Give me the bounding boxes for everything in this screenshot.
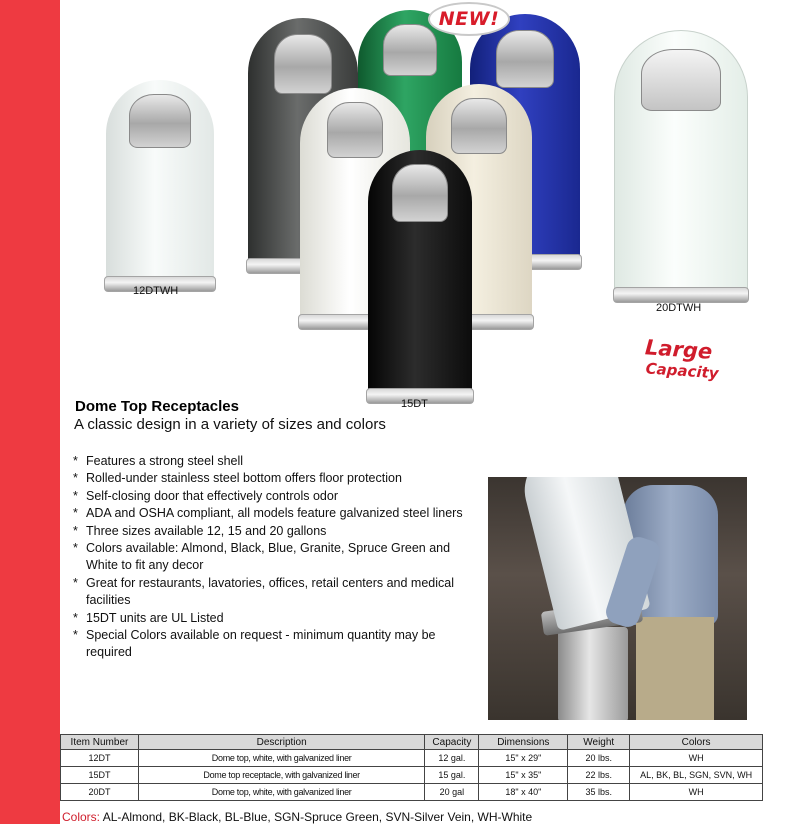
col-header-dimensions: Dimensions bbox=[479, 735, 568, 750]
list-item: * Colors available: Almond, Black, Blue, Granite, Spruce Green and White to fit any decor bbox=[73, 541, 451, 573]
colors-legend-text: AL-Almond, BK-Black, BL-Blue, SGN-Spruce Green, SVN-Silver Vein, WH-White bbox=[100, 810, 533, 824]
list-item: * 15DT units are UL Listed bbox=[73, 610, 224, 625]
col-header-description: Description bbox=[138, 735, 424, 750]
table-row: 12DT Dome top, white, with galvanized liner 12 gal. 15" x 29" 20 lbs. WH bbox=[61, 750, 763, 767]
spec-table bbox=[60, 734, 763, 801]
new-badge bbox=[428, 2, 510, 36]
label-15dt: 15DT bbox=[401, 398, 428, 410]
list-item: * Three sizes available 12, 15 and 20 gallons bbox=[73, 523, 327, 538]
page-subtitle: A classic design in a variety of sizes and colors bbox=[74, 416, 386, 433]
col-header-weight: Weight bbox=[568, 735, 630, 750]
list-item: * Features a strong steel shell bbox=[73, 454, 244, 468]
colors-legend-label: Colors: bbox=[62, 810, 101, 824]
large-capacity-line2: Capacity bbox=[645, 359, 720, 383]
list-item: * ADA and OSHA compliant, all models feature galvanized steel liners bbox=[73, 506, 463, 521]
list-item: * Great for restaurants, lavatories, offices, retail centers and medical facilities bbox=[73, 575, 454, 608]
large-white-receptacle bbox=[614, 30, 748, 298]
product-in-use-photo bbox=[488, 477, 747, 720]
label-12dtwh: 12DTWH bbox=[133, 285, 179, 297]
label-20dtwh: 20DTWH bbox=[656, 302, 702, 314]
list-item: * Self-closing door that effectively controls odor bbox=[73, 488, 338, 503]
new-badge-text: NEW! bbox=[438, 8, 500, 30]
small-white-receptacle bbox=[106, 80, 214, 286]
col-header-colors: Colors bbox=[630, 735, 763, 750]
red-side-bar bbox=[0, 0, 60, 824]
list-item: * Rolled-under stainless steel bottom offers floor protection bbox=[73, 471, 402, 486]
list-item: * Special Colors available on request - minimum quantity may be required bbox=[73, 628, 436, 660]
table-header-row bbox=[61, 735, 763, 750]
large-capacity-line1: Large bbox=[644, 335, 714, 364]
col-header-item-number: Item Number bbox=[61, 735, 139, 750]
large-capacity-stamp bbox=[642, 335, 726, 394]
table-row: 20DT Dome top, white, with galvanized liner 20 gal 18" x 40" 35 lbs. WH bbox=[61, 784, 763, 801]
black-receptacle bbox=[368, 150, 472, 398]
col-header-capacity: Capacity bbox=[425, 735, 479, 750]
table-row: 15DT Dome top receptacle, with galvanized liner 15 gal. 15" x 35" 22 lbs. AL, BK, BL, SGN, SVN, WH bbox=[61, 767, 763, 784]
page-title: Dome Top Receptacles bbox=[75, 398, 239, 415]
feature-list bbox=[73, 453, 465, 662]
colors-legend bbox=[62, 810, 532, 824]
